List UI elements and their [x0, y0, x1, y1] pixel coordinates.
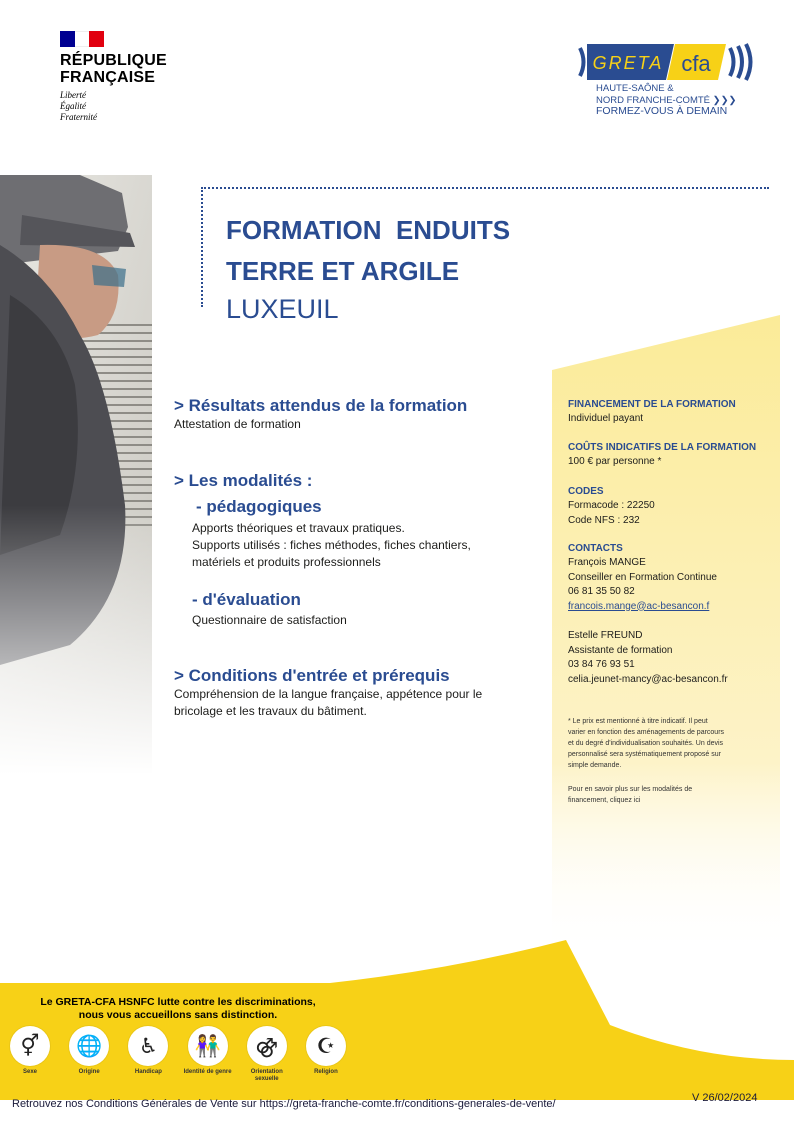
results-title: > Résultats attendus de la formation — [174, 396, 468, 415]
contacts-block — [568, 542, 717, 614]
icon-item-sexe — [6, 1026, 54, 1086]
greta-subtitle-line1: HAUTE-SAÔNE & — [596, 83, 674, 94]
evaluation-text: Questionnaire de satisfaction — [192, 613, 347, 627]
costs-block — [568, 441, 756, 470]
non-discrimination-line1: Le GRETA-CFA HSNFC lutte contre les discriminations, — [40, 996, 316, 1008]
financing-block — [568, 398, 736, 427]
pedagogic-line: Apports théoriques et travaux pratiques. — [192, 521, 405, 535]
pedagogic-line: matériels et produits professionnels — [192, 555, 381, 569]
contact2-role: Assistante de formation — [568, 644, 673, 656]
codes-title: CODES — [568, 486, 604, 497]
icon-label: Identité de genre — [183, 1069, 232, 1075]
globe-icon: 🌐 — [69, 1026, 109, 1066]
pedagogic-line: Supports utilisés : fiches méthodes, fiches chantiers, — [192, 538, 471, 552]
modalities-section — [174, 471, 534, 491]
marianne-flag-logo — [60, 31, 104, 47]
contact2-block — [568, 629, 728, 687]
motto-fraternite: Fraternité — [60, 112, 97, 122]
icon-item-religion — [302, 1026, 350, 1086]
price-note-line: simple demande. — [568, 762, 622, 769]
evaluation-title: - d'évaluation — [192, 590, 301, 609]
contacts-title: CONTACTS — [568, 543, 623, 554]
contact2-name: Estelle FREUND — [568, 630, 643, 641]
motto-liberte: Liberté — [60, 90, 86, 100]
contact1-phone: 06 81 35 50 82 — [568, 586, 635, 597]
icon-label: Handicap — [134, 1069, 162, 1075]
gender-symbols-icon: ⚥ — [10, 1026, 50, 1066]
icon-label: Origine — [78, 1069, 100, 1075]
orientation-icon: ⚣ — [247, 1026, 287, 1066]
title-frame — [201, 187, 769, 307]
greta-subtitle-line2: NORD FRANCHE-COMTÉ ❯❯❯ — [596, 94, 737, 106]
republic-title-line2: FRANÇAISE — [60, 69, 156, 86]
contact1-email-link[interactable]: francois.mange@ac-besancon.f — [568, 600, 710, 612]
pedagogic-subsection — [196, 497, 556, 517]
financing-info-line: financement, cliquez ici — [568, 797, 641, 804]
contact2-phone: 03 84 76 93 51 — [568, 659, 635, 670]
greta-subtitle — [596, 83, 737, 118]
greta-logo-text: GRETA — [592, 53, 664, 73]
icon-label: Religion — [314, 1069, 338, 1075]
contact2-email: celia.jeunet-mancy@ac-besancon.fr — [568, 673, 728, 685]
worker-photo — [0, 175, 152, 775]
cgv-link[interactable]: Retrouvez nos Conditions Générales de Vente sur https://greta-franche-comte.fr/conditions-generales-de-vente/ — [12, 1098, 556, 1110]
conditions-section — [174, 666, 534, 720]
financing-info-link[interactable] — [568, 784, 763, 806]
republic-title — [60, 52, 167, 86]
codes-block — [568, 485, 655, 528]
icon-label: Sexe — [22, 1069, 37, 1075]
price-note-line: * Le prix est mentionné à titre indicatif. Il peut — [568, 718, 708, 725]
people-icon: 👫 — [188, 1026, 228, 1066]
pedagogic-title: - pédagogiques — [196, 497, 322, 516]
title-line1: FORMATION ENDUITS — [226, 215, 511, 245]
non-discrimination-line2: nous vous accueillons sans distinction. — [78, 1009, 278, 1021]
religion-icon: ☪ — [306, 1026, 346, 1066]
icon-label: Orientation sexuelle — [250, 1069, 283, 1082]
price-note-line: et du degré d'individualisation souhaités. Un devis — [568, 740, 724, 747]
price-note-line: varier en fonction des aménagements de parcours — [568, 729, 725, 736]
republic-motto — [60, 90, 97, 123]
evaluation-subsection — [192, 590, 552, 629]
modalities-title: > Les modalités : — [174, 471, 313, 490]
greta-cfa-logo — [578, 42, 758, 82]
results-section — [174, 396, 534, 433]
non-discrimination-statement — [0, 996, 356, 1022]
costs-text: 100 € par personne * — [568, 456, 662, 467]
icon-item-identite — [184, 1026, 232, 1086]
title-line2: TERRE ET ARGILE — [226, 256, 460, 286]
financing-info-line: Pour en savoir plus sur les modalités de — [568, 786, 693, 793]
greta-subtitle-line3: FORMEZ-VOUS À DEMAIN — [596, 105, 728, 117]
conditions-line: bricolage et les travaux du bâtiment. — [174, 704, 367, 718]
republic-title-line1: RÉPUBLIQUE — [60, 52, 167, 69]
non-discrimination-icons — [6, 1026, 350, 1086]
code-nfs: Code NFS : 232 — [568, 514, 640, 526]
financing-text: Individuel payant — [568, 413, 644, 424]
pedagogic-text — [192, 520, 552, 571]
conditions-line: Compréhension de la langue française, appétence pour le — [174, 687, 483, 701]
price-note-line: personnalisé sera systématiquement proposé sur — [568, 751, 721, 758]
version-label: V 26/02/2024 — [692, 1092, 758, 1104]
conditions-title: > Conditions d'entrée et prérequis — [174, 666, 450, 685]
motto-egalite: Égalité — [60, 101, 86, 111]
wheelchair-icon: ♿ — [128, 1026, 168, 1066]
title-location: LUXEUIL — [226, 294, 339, 324]
icon-item-handicap — [124, 1026, 172, 1086]
contact1-role: Conseiller en Formation Continue — [568, 571, 717, 583]
results-text: Attestation de formation — [174, 417, 301, 431]
icon-item-origine — [65, 1026, 113, 1086]
price-note — [568, 716, 763, 771]
costs-title: COÛTS INDICATIFS DE LA FORMATION — [568, 442, 757, 453]
formacode: Formacode : 22250 — [568, 500, 655, 511]
icon-item-orientation — [243, 1026, 291, 1086]
cfa-logo-text: cfa — [681, 51, 711, 76]
contact1-name: François MANGE — [568, 557, 646, 568]
financing-title: FINANCEMENT DE LA FORMATION — [568, 399, 736, 410]
